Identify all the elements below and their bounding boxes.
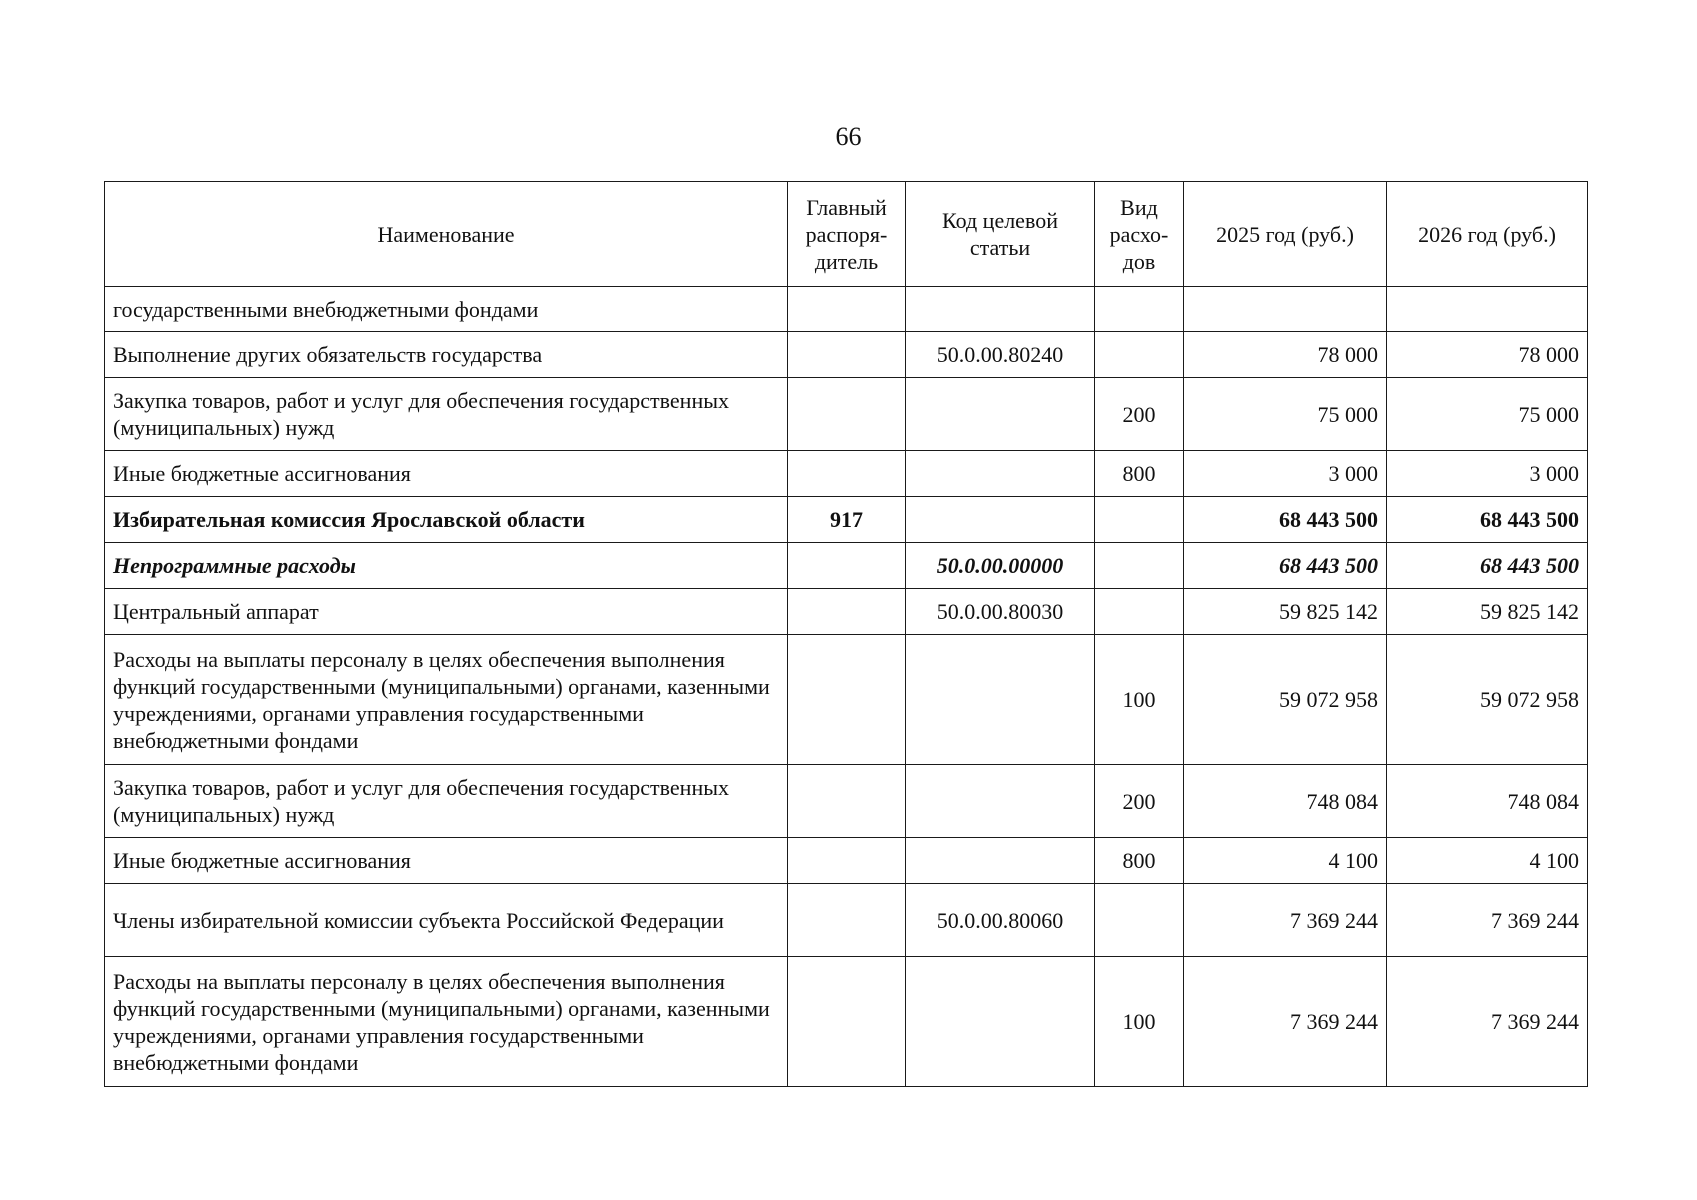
row-glavny	[788, 332, 906, 378]
row-kod	[906, 957, 1095, 1087]
row-kod: 50.0.00.80060	[906, 884, 1095, 957]
row-glavny	[788, 378, 906, 451]
row-2026: 3 000	[1387, 451, 1588, 497]
budget-table	[104, 181, 1588, 1087]
page-number: 66	[835, 122, 862, 151]
row-2025: 7 369 244	[1184, 884, 1387, 957]
row-vid: 100	[1095, 635, 1184, 765]
row-kod	[906, 635, 1095, 765]
table-row	[105, 287, 1588, 332]
row-2026: 68 443 500	[1387, 543, 1588, 589]
row-name: Закупка товаров, работ и услуг для обеспечения государственных (муниципальных) нужд	[105, 765, 788, 838]
row-2026: 4 100	[1387, 838, 1588, 884]
row-vid: 200	[1095, 378, 1184, 451]
row-vid	[1095, 589, 1184, 635]
row-name: Расходы на выплаты персоналу в целях обеспечения выполнения функций государственными (муниципальными) органами, казенными учреждениями, органами управления государственными внебюджетными фондами	[105, 635, 788, 765]
header-kod: Код целевой статьи	[906, 182, 1095, 287]
header-vid: Вид расхо-дов	[1095, 182, 1184, 287]
row-kod: 50.0.00.80030	[906, 589, 1095, 635]
row-kod	[906, 378, 1095, 451]
row-2026: 59 072 958	[1387, 635, 1588, 765]
table-row	[105, 589, 1588, 635]
row-2026	[1387, 287, 1588, 332]
row-vid: 200	[1095, 765, 1184, 838]
row-2025: 59 072 958	[1184, 635, 1387, 765]
row-glavny	[788, 589, 906, 635]
header-glavny: Главный распоря-дитель	[788, 182, 906, 287]
row-vid	[1095, 332, 1184, 378]
row-kod	[906, 287, 1095, 332]
row-kod: 50.0.00.80240	[906, 332, 1095, 378]
header-name: Наименование	[105, 182, 788, 287]
row-glavny	[788, 884, 906, 957]
row-glavny	[788, 543, 906, 589]
row-2026: 7 369 244	[1387, 884, 1588, 957]
row-vid	[1095, 497, 1184, 543]
row-2026: 59 825 142	[1387, 589, 1588, 635]
row-glavny	[788, 957, 906, 1087]
row-2026: 78 000	[1387, 332, 1588, 378]
row-2025	[1184, 287, 1387, 332]
row-name: Иные бюджетные ассигнования	[105, 451, 788, 497]
row-glavny	[788, 635, 906, 765]
row-vid: 100	[1095, 957, 1184, 1087]
table-row	[105, 838, 1588, 884]
row-2025: 3 000	[1184, 451, 1387, 497]
row-kod	[906, 765, 1095, 838]
row-2026: 75 000	[1387, 378, 1588, 451]
row-vid	[1095, 543, 1184, 589]
row-2026: 68 443 500	[1387, 497, 1588, 543]
row-name: Непрограммные расходы	[105, 543, 788, 589]
row-glavny	[788, 765, 906, 838]
row-glavny	[788, 838, 906, 884]
row-kod	[906, 838, 1095, 884]
row-2025: 68 443 500	[1184, 497, 1387, 543]
table-row	[105, 378, 1588, 451]
table-header-row	[105, 182, 1588, 287]
row-kod	[906, 451, 1095, 497]
table-row	[105, 497, 1588, 543]
row-name: Выполнение других обязательств государства	[105, 332, 788, 378]
row-2026: 748 084	[1387, 765, 1588, 838]
row-glavny: 917	[788, 497, 906, 543]
table-row	[105, 451, 1588, 497]
header-2026: 2026 год (руб.)	[1387, 182, 1588, 287]
row-vid: 800	[1095, 838, 1184, 884]
row-vid	[1095, 287, 1184, 332]
row-name: Центральный аппарат	[105, 589, 788, 635]
row-kod	[906, 497, 1095, 543]
row-2025: 7 369 244	[1184, 957, 1387, 1087]
row-name: Расходы на выплаты персоналу в целях обеспечения выполнения функций государственными (муниципальными) органами, казенными учреждениями, органами управления государственными внебюджетными фондами	[105, 957, 788, 1087]
table-row	[105, 543, 1588, 589]
row-2026: 7 369 244	[1387, 957, 1588, 1087]
row-glavny	[788, 287, 906, 332]
row-2025: 748 084	[1184, 765, 1387, 838]
row-2025: 59 825 142	[1184, 589, 1387, 635]
row-name: Избирательная комиссия Ярославской области	[105, 497, 788, 543]
table-row	[105, 765, 1588, 838]
table-row	[105, 884, 1588, 957]
table-row	[105, 957, 1588, 1087]
row-glavny	[788, 451, 906, 497]
row-vid	[1095, 884, 1184, 957]
row-2025: 68 443 500	[1184, 543, 1387, 589]
row-name: Закупка товаров, работ и услуг для обеспечения государственных (муниципальных) нужд	[105, 378, 788, 451]
row-2025: 4 100	[1184, 838, 1387, 884]
row-2025: 75 000	[1184, 378, 1387, 451]
table-row	[105, 332, 1588, 378]
row-kod: 50.0.00.00000	[906, 543, 1095, 589]
header-2025: 2025 год (руб.)	[1184, 182, 1387, 287]
row-name: государственными внебюджетными фондами	[105, 287, 788, 332]
row-name: Члены избирательной комиссии субъекта Российской Федерации	[105, 884, 788, 957]
row-name: Иные бюджетные ассигнования	[105, 838, 788, 884]
row-2025: 78 000	[1184, 332, 1387, 378]
row-vid: 800	[1095, 451, 1184, 497]
table-row	[105, 635, 1588, 765]
